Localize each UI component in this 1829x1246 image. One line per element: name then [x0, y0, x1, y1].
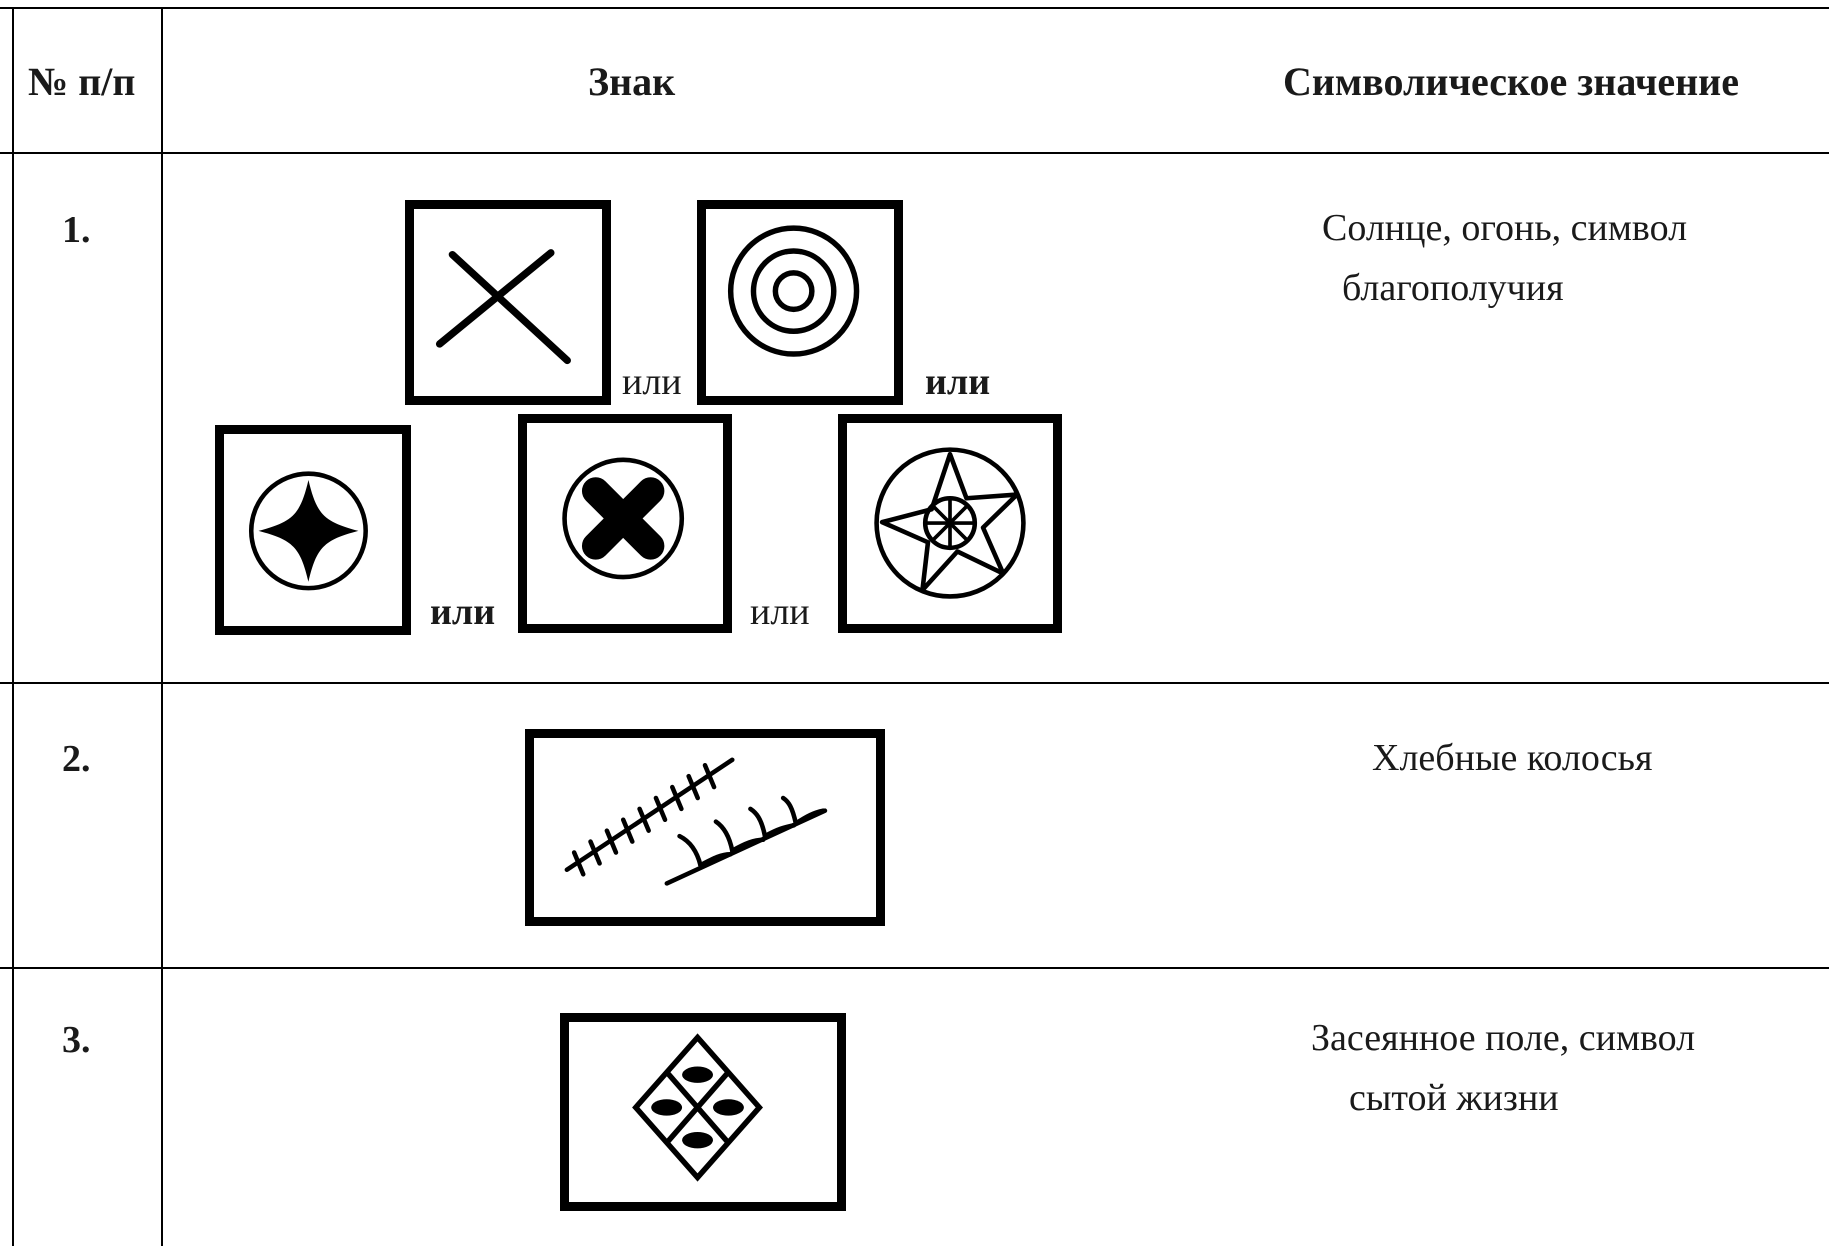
header-meaning: Символическое значение	[1283, 59, 1739, 104]
row-2-meaning	[1372, 728, 1652, 788]
row-1-meaning-line-1: Солнце, огонь, символ	[1322, 207, 1688, 249]
row-2-meaning-line-1: Хлебные колосья	[1372, 737, 1653, 779]
sign-cross	[405, 200, 611, 405]
separator-or-4: или	[750, 591, 810, 633]
header-sign: Знак	[588, 59, 676, 104]
table-left-border	[12, 7, 14, 1246]
table-top-border	[0, 7, 1829, 9]
separator-or-2: или	[925, 361, 991, 403]
sown-field-rhombus-icon	[569, 1022, 837, 1202]
row-3-meaning-line-2: сытой жизни	[1349, 1077, 1559, 1119]
row-1-number: 1.	[62, 209, 91, 251]
row-3-meaning	[1311, 1008, 1695, 1128]
four-point-star-circle-icon	[224, 434, 402, 626]
sign-six-point-star-circle	[838, 414, 1062, 633]
sign-x-in-circle	[518, 414, 732, 633]
row-1-meaning	[1322, 198, 1687, 318]
sign-four-point-star-circle	[215, 425, 411, 635]
row-1-divider	[0, 682, 1829, 684]
row-2-divider	[0, 967, 1829, 969]
grain-ears-icon	[534, 738, 876, 917]
header-number: № п/п	[28, 59, 136, 104]
header-row-divider	[0, 152, 1829, 154]
x-in-circle-icon	[527, 423, 723, 624]
separator-or-3: или	[430, 591, 496, 633]
column-divider	[161, 7, 163, 1246]
row-2-number: 2.	[62, 738, 91, 780]
row-1-meaning-line-2: благополучия	[1342, 267, 1564, 309]
concentric-circles-icon	[706, 209, 894, 396]
sign-sown-field	[560, 1013, 846, 1211]
row-3-number: 3.	[62, 1019, 91, 1061]
separator-or-1: или	[622, 361, 682, 403]
sign-concentric-circles	[697, 200, 903, 405]
cross-icon	[414, 209, 602, 396]
sign-grain-ears	[525, 729, 885, 926]
six-point-star-circle-icon	[847, 423, 1053, 624]
row-3-meaning-line-1: Засеянное поле, символ	[1311, 1017, 1696, 1059]
